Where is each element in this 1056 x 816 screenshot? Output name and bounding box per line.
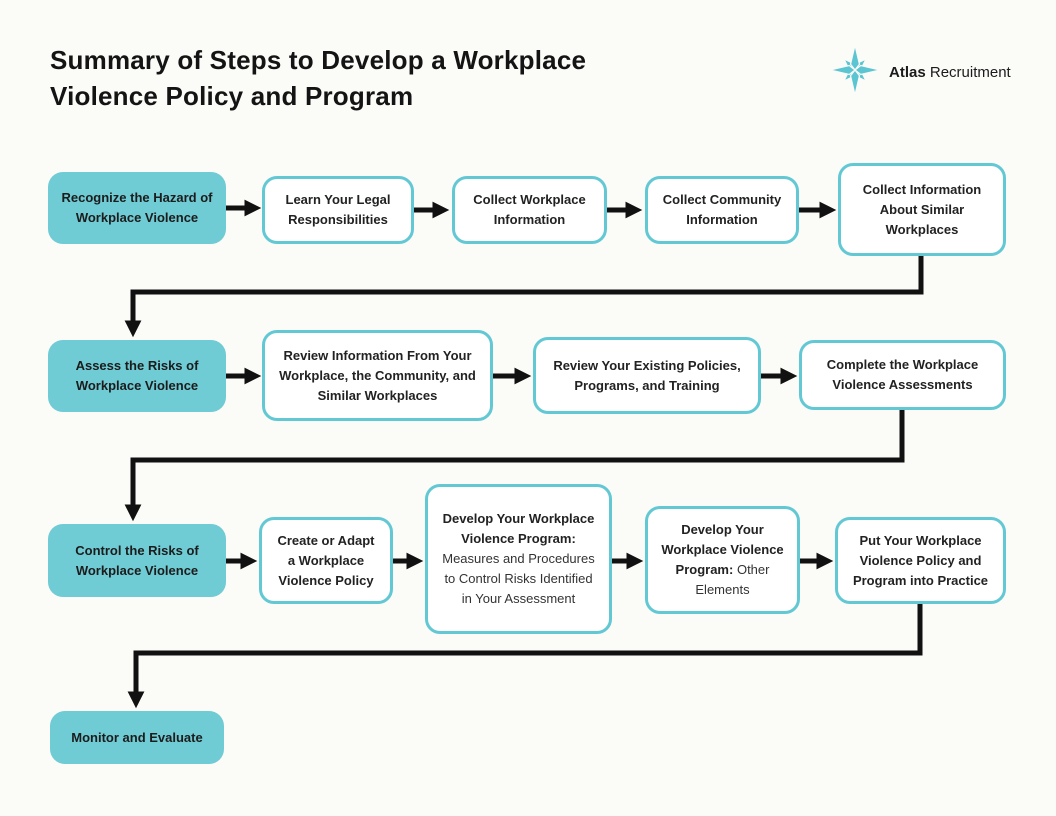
step-collect-community-info: Collect Community Information: [645, 176, 799, 244]
regular-tail: Other Elements: [695, 562, 770, 597]
bold-lead: Develop Your Workplace Violence Program:: [661, 522, 784, 577]
stage-recognize-hazard: Recognize the Hazard of Workplace Violence: [48, 172, 226, 244]
step-develop-program-other-text: [660, 520, 785, 600]
page-title-line1: Summary of Steps to Develop a Workplace: [50, 45, 587, 75]
page-title-line2: Violence Policy and Program: [50, 81, 414, 111]
step-collect-similar-workplaces: Collect Information About Similar Workplaces: [838, 163, 1006, 256]
stage-control-risks: Control the Risks of Workplace Violence: [48, 524, 226, 597]
brand-name-regular: Recruitment: [929, 64, 1011, 81]
step-collect-workplace-info: Collect Workplace Information: [452, 176, 607, 244]
step-develop-program-measures: [425, 484, 612, 634]
stage-assess-risks: Assess the Risks of Workplace Violence: [48, 340, 226, 412]
step-review-existing-policies: Review Your Existing Policies, Programs, and Training: [533, 337, 761, 414]
regular-tail: Measures and Procedures to Control Risks Identified in Your Assessment: [442, 551, 595, 606]
step-legal-responsibilities: Learn Your Legal Responsibilities: [262, 176, 414, 244]
step-complete-assessments: Complete the Workplace Violence Assessments: [799, 340, 1006, 410]
step-develop-program-other: [645, 506, 800, 614]
stage-monitor-evaluate: Monitor and Evaluate: [50, 711, 224, 764]
brand-name-bold: Atlas: [889, 64, 926, 81]
step-put-into-practice: Put Your Workplace Violence Policy and Program into Practice: [835, 517, 1006, 604]
step-develop-program-measures-text: [440, 509, 597, 609]
bold-lead: Develop Your Workplace Violence Program:: [442, 511, 595, 546]
step-review-information: Review Information From Your Workplace, the Community, and Similar Workplaces: [262, 330, 493, 421]
step-create-policy: Create or Adapt a Workplace Violence Policy: [259, 517, 393, 604]
